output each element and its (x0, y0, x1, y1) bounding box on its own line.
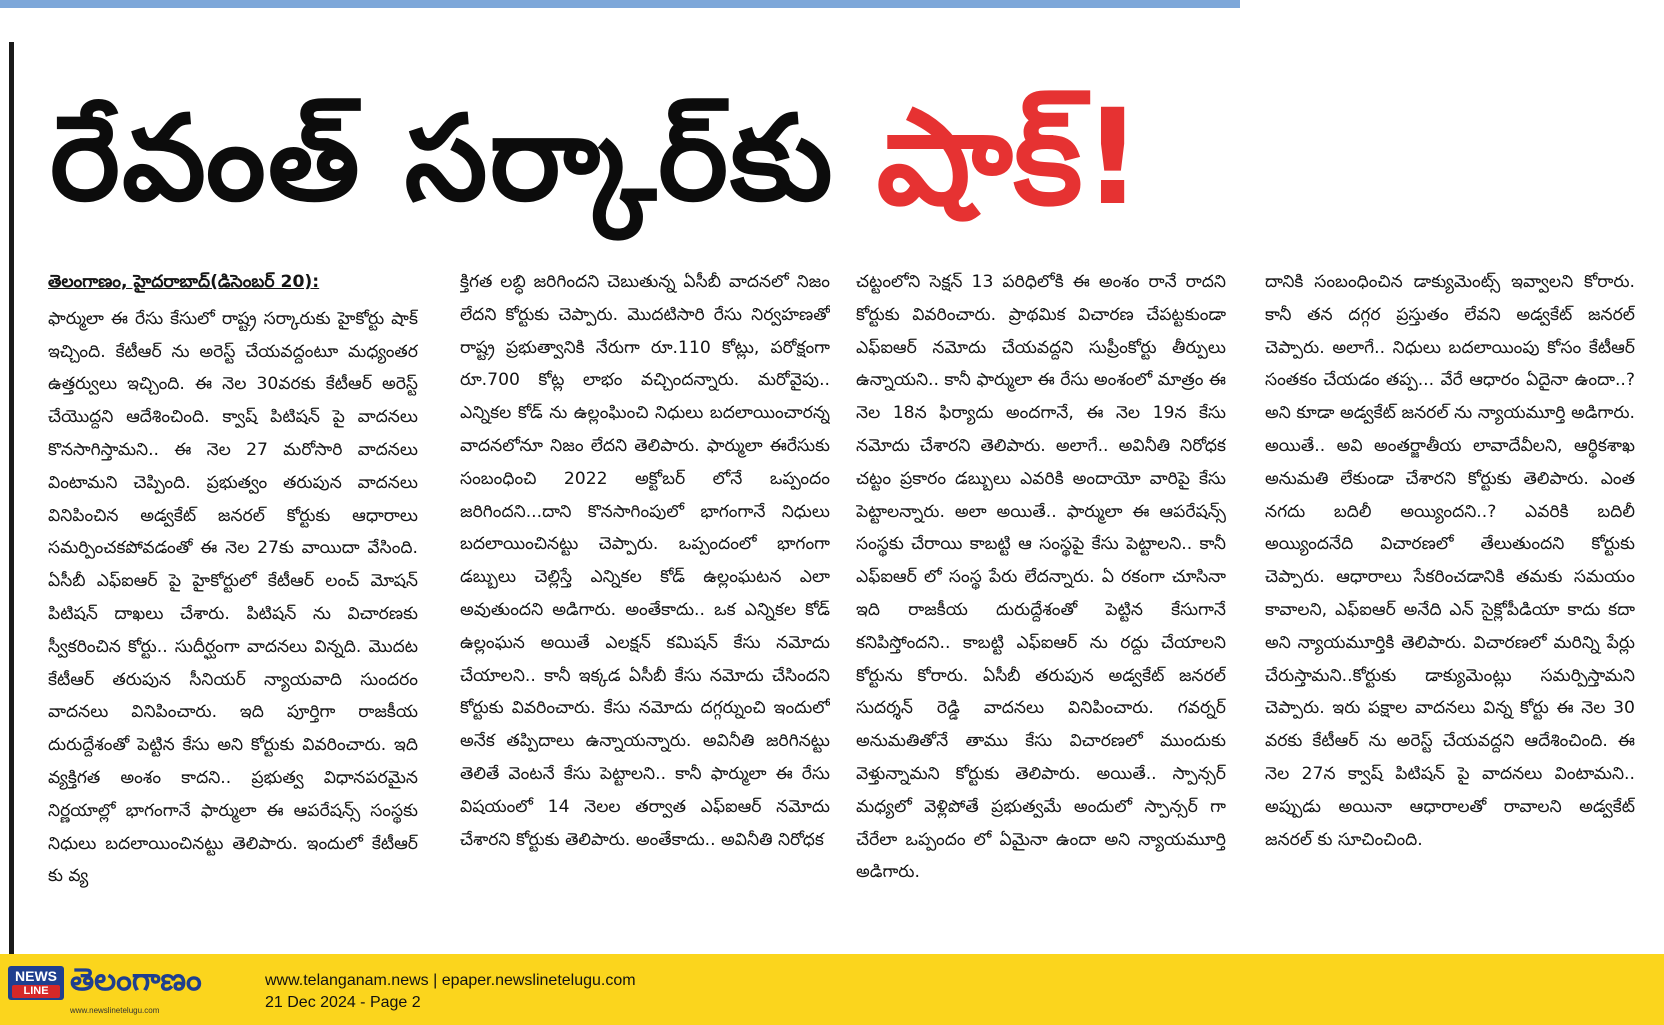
newsline-logo (8, 966, 64, 1000)
logo-url: www.newslinetelugu.com (70, 1006, 160, 1015)
logo-line-text: LINE (12, 985, 60, 998)
footer-bar (0, 954, 1664, 1025)
column-text: దానికి సంబంధించిన డాక్యుమెంట్స్ ఇవ్వాలని కోరారు. కానీ తన దగ్గర ప్రస్తుతం లేవని అడ్వకేట్ జనరల్ చెప్పారు. అలాగే.. నిధులు బదలాయింపు కోసం కేటీఆర్ సంతకం చేయడం తప్ప... వేరే ఆధారం ఏదైనా ఉందా..? అని కూడా అడ్వకేట్ జనరల్ ను న్యాయమూర్తి అడిగారు. అయితే.. అవి అంతర్జాతీయ లావాదేవీలని, ఆర్థికశాఖ అనుమతి లేకుండా చేశారని కోర్టుకు తెలిపారు. ఎంత నగదు బదిలీ అయ్యిందని..? ఎవరికి బదిలీ అయ్యిందనేది విచారణలో తేలుతుందని కోర్టుకు చెప్పారు. ఆధారాలు సేకరించడానికి తమకు సమయం కావాలని, ఎఫ్ఐఆర్ అనేది ఎన్ సైక్లోపీడియా కాదు కదా అని న్యాయమూర్తికి తెలిపారు. విచారణలో మరిన్ని పేర్లు చేరుస్తామని..కోర్టుకు డాక్యుమెంట్లు సమర్పిస్తామని చెప్పారు. ఇరు పక్షాల వాదనలు విన్న కోర్టు ఈ నెల 30 వరకు కేటీఆర్ ను అరెస్ట్ చేయవద్దని ఆదేశించింది. ఈ నెల 27న క్వాష్ పిటిషన్ పై వాదనలు వింటామని.. అప్పుడు అయినా ఆధారాలతో రావాలని అడ్వకేట్ జనరల్ కు సూచించింది. (1265, 272, 1635, 850)
headline-main: రేవంత్ సర్కార్‌కు (50, 89, 835, 227)
article-column-3 (856, 266, 1226, 938)
article-column-4 (1265, 266, 1635, 938)
article-column-2 (460, 266, 830, 938)
dateline: తెలంగాణం, హైదరాబాద్(డిసెంబర్ 20): (48, 272, 320, 292)
headline (50, 58, 1640, 258)
article-column-1 (48, 266, 418, 938)
telanganam-logo: తెలంగాణం (70, 962, 202, 998)
top-accent-bar (0, 0, 1240, 8)
column-text: చట్టంలోని సెక్షన్ 13 పరిధిలోకి ఈ అంశం రానే రాదని కోర్టుకు వివరించారు. ప్రాథమిక విచారణ చేపట్టకుండా ఎఫ్ఐఆర్ నమోదు చేయవద్దని సుప్రీంకోర్టు తీర్పులు ఉన్నాయని.. కానీ ఫార్ములా ఈ రేసు అంశంలో మాత్రం ఈ నెల 18న ఫిర్యాదు అందగానే, ఈ నెల 19న కేసు నమోదు చేశారని తెలిపారు. అలాగే.. అవినీతి నిరోధక చట్టం ప్రకారం డబ్బులు ఎవరికి అందాయో వారిపై కేసు పెట్టాలన్నారు. అలా అయితే.. ఫార్ములా ఈ ఆపరేషన్స్ సంస్థకు చేరాయి కాబట్టి ఆ సంస్థపై కేసు పెట్టాలని.. కానీ ఎఫ్ఐఆర్ లో సంస్థ పేరు లేదన్నారు. ఏ రకంగా చూసినా ఇది రాజకీయ దురుద్దేశంతో పెట్టిన కేసుగానే కనిపిస్తోందని.. కాబట్టి ఎఫ్ఐఆర్ ను రద్దు చేయాలని కోర్టును కోరారు. ఏసీబీ తరుపున అడ్వకేట్ జనరల్ సుదర్శన్ రెడ్డి వాదనలు వినిపించారు. గవర్నర్ అనుమతితోనే తాము కేసు విచారణలో ముందుకు వెళ్తున్నామని కోర్టుకు తెలిపారు. అయితే.. స్పాన్సర్ మధ్యలో వెళ్లిపోతే ప్రభుత్వమే అందులో స్పాన్సర్ గా చేరేలా ఒప్పందం లో ఏమైనా ఉందా అని న్యాయమూర్తి అడిగారు. (856, 272, 1226, 883)
footer-date-page: 21 Dec 2024 - Page 2 (265, 994, 421, 1011)
logo-news-text: NEWS (15, 968, 57, 984)
left-column-rule (9, 42, 14, 954)
footer-links[interactable]: www.telanganam.news | epaper.newslinetelugu.com (265, 972, 636, 989)
column-text: క్తిగత లబ్ధి జరిగిందని చెబుతున్న ఏసీబీ వాదనలో నిజం లేదని కోర్టుకు చెప్పారు. మొదటిసారి రేసు నిర్వహణతో రాష్ట్ర ప్రభుత్వానికి నేరుగా రూ.110 కోట్లు, పరోక్షంగా రూ.700 కోట్ల లాభం వచ్చిందన్నారు. మరోవైపు.. ఎన్నికల కోడ్ ను ఉల్లంఘించి నిధులు బదలాయించారన్న వాదనలోనూ నిజం లేదని తెలిపారు. ఫార్ములా ఈరేసుకు సంబంధించి 2022 అక్టోబర్ లోనే ఒప్పందం జరిగిందని...దాని కొనసాగింపులో భాగంగానే నిధులు బదలాయించినట్టు చెప్పారు. ఒప్పందంలో భాగంగా డబ్బులు చెల్లిస్తే ఎన్నికల కోడ్ ఉల్లంఘటన ఎలా అవుతుందని అడిగారు. అంతేకాదు.. ఒక ఎన్నికల కోడ్ ఉల్లంఘన అయితే ఎలక్షన్ కమిషన్ కేసు నమోదు చేయాలని.. కానీ ఇక్కడ ఏసీబీ కేసు నమోదు చేసిందని కోర్టుకు వివరించారు. కేసు నమోదు దగ్గర్నుంచి ఇందులో అనేక తప్పిదాలు ఉన్నాయన్నారు. అవినీతి జరిగినట్టు తెలితే వెంటనే కేసు పెట్టాలని.. కానీ ఫార్ములా ఈ రేసు విషయంలో 14 నెలల తర్వాత ఎఫ్ఐఆర్ నమోదు చేశారని కోర్టుకు తెలిపారు. అంతేకాదు.. అవినీతి నిరోధక (460, 272, 830, 850)
column-text: ఫార్ములా ఈ రేసు కేసులో రాష్ట్ర సర్కారుకు హైకోర్టు షాక్ ఇచ్చింది. కేటీఆర్ ను అరెస్ట్ చేయవద్దంటూ మధ్యంతర ఉత్తర్వులు ఇచ్చింది. ఈ నెల 30వరకు కేటీఆర్ అరెస్ట్ చేయొద్దని ఆదేశించింది. క్వాష్ పిటిషన్ పై వాదనలు కొనసాగిస్తామని.. ఈ నెల 27 మరోసారి వాదనలు వింటామని చెప్పింది. ప్రభుత్వం తరుపున వాదనలు వినిపించిన అడ్వకేట్ జనరల్ కోర్టుకు ఆధారాలు సమర్పించకపోవడంతో ఈ నెల 27కు వాయిదా వేసింది. ఏసీబీ ఎఫ్ఐఆర్ పై హైకోర్టులో కేటీఆర్ లంచ్ మోషన్ పిటిషన్ దాఖలు చేశారు. పిటిషన్ ను విచారణకు స్వీకరించిన కోర్టు.. సుదీర్ఘంగా వాదనలు విన్నది. మొదట కేటీఆర్ తరుపున సీనియర్ న్యాయవాది సుందరం వాదనలు వినిపించారు. ఇది పూర్తిగా రాజకీయ దురుద్దేశంతో పెట్టిన కేసు అని కోర్టుకు వివరించారు. ఇది వ్యక్తిగత అంశం కాదని.. ప్రభుత్వ విధానపరమైన నిర్ణయాల్లో భాగంగానే ఫార్ములా ఈ ఆపరేషన్స్ సంస్థకు నిధులు బదలాయించినట్టు తెలిపారు. ఇందులో కేటీఆర్ కు వ్య (48, 308, 418, 887)
headline-accent: షాక్! (876, 81, 1143, 235)
